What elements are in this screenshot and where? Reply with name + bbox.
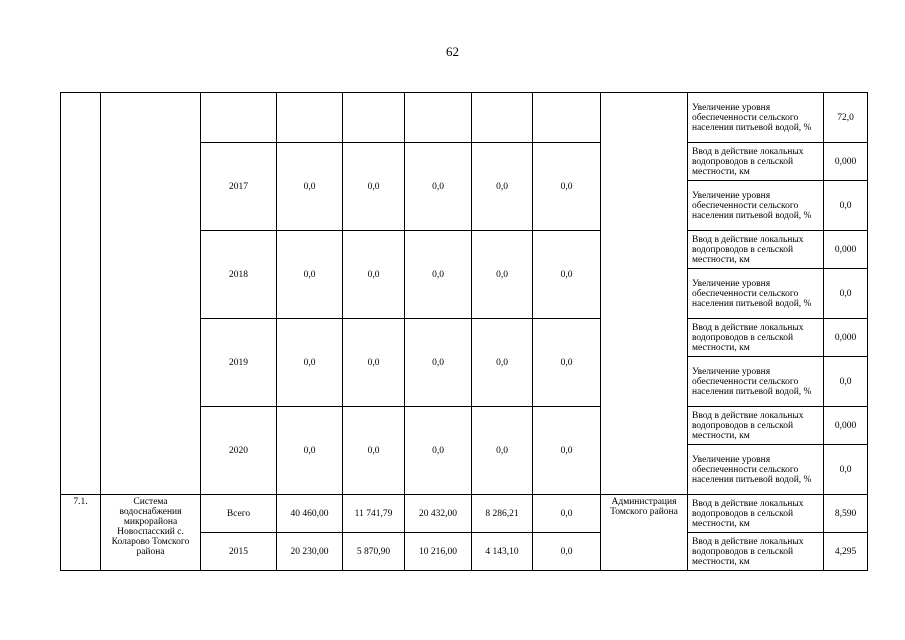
indicator-value: 0,0 <box>824 445 868 495</box>
value-cell: 0,0 <box>343 231 405 319</box>
indicator-name: Ввод в действие локальных водопроводов в сельской местности, км <box>688 319 824 357</box>
indicator-value: 0,000 <box>824 231 868 269</box>
indicator-name: Увеличение уровня обеспеченности сельского населения питьевой водой, % <box>688 269 824 319</box>
cell-empty <box>343 93 405 143</box>
value-cell: 0,0 <box>533 407 601 495</box>
period-cell: Всего <box>201 495 277 533</box>
cell-empty <box>405 93 472 143</box>
value-cell: 0,0 <box>405 319 472 407</box>
period-cell: 2015 <box>201 533 277 571</box>
cell-empty <box>533 93 601 143</box>
indicator-name: Ввод в действие локальных водопроводов в сельской местности, км <box>688 143 824 181</box>
indicator-value: 0,0 <box>824 357 868 407</box>
indicator-value: 0,0 <box>824 269 868 319</box>
value-cell: 0,0 <box>405 407 472 495</box>
indicator-value: 72,0 <box>824 93 868 143</box>
indicator-name: Увеличение уровня обеспеченности сельского населения питьевой водой, % <box>688 93 824 143</box>
indicator-name: Увеличение уровня обеспеченности сельского населения питьевой водой, % <box>688 357 824 407</box>
table-row-continuation <box>61 93 868 143</box>
indicator-name: Ввод в действие локальных водопроводов в сельской местности, км <box>688 533 824 571</box>
value-cell: 0,0 <box>343 143 405 231</box>
cell-empty <box>201 93 277 143</box>
value-cell: 0,0 <box>343 319 405 407</box>
value-cell: 0,0 <box>405 231 472 319</box>
value-cell: 0,0 <box>472 231 533 319</box>
value-cell: 0,0 <box>343 407 405 495</box>
value-cell: 20 432,00 <box>405 495 472 533</box>
value-cell: 0,0 <box>533 495 601 533</box>
value-cell: 40 460,00 <box>277 495 343 533</box>
program-table <box>60 92 868 571</box>
indicator-value: 4,295 <box>824 533 868 571</box>
cell-empty <box>472 93 533 143</box>
year-cell: 2018 <box>201 231 277 319</box>
value-cell: 4 143,10 <box>472 533 533 571</box>
indicator-value: 0,0 <box>824 181 868 231</box>
indicator-name: Увеличение уровня обеспеченности сельского населения питьевой водой, % <box>688 445 824 495</box>
value-cell: 11 741,79 <box>343 495 405 533</box>
value-cell: 0,0 <box>533 319 601 407</box>
indicator-name: Ввод в действие локальных водопроводов в сельской местности, км <box>688 495 824 533</box>
value-cell: 8 286,21 <box>472 495 533 533</box>
value-cell: 0,0 <box>472 319 533 407</box>
value-cell: 0,0 <box>533 143 601 231</box>
value-cell: 0,0 <box>533 231 601 319</box>
value-cell: 20 230,00 <box>277 533 343 571</box>
indicator-name: Увеличение уровня обеспеченности сельского населения питьевой водой, % <box>688 181 824 231</box>
value-cell: 0,0 <box>277 407 343 495</box>
value-cell: 0,0 <box>533 533 601 571</box>
value-cell: 5 870,90 <box>343 533 405 571</box>
cell-empty <box>277 93 343 143</box>
value-cell: 0,0 <box>277 319 343 407</box>
indicator-value: 0,000 <box>824 407 868 445</box>
executor-cell: Администрация Томского района <box>601 495 688 571</box>
value-cell: 0,0 <box>472 407 533 495</box>
value-cell: 10 216,00 <box>405 533 472 571</box>
value-cell: 0,0 <box>472 143 533 231</box>
item-name: Система водоснабжения микрорайона Новоспасский с. Коларово Томского района <box>101 495 201 571</box>
item-number: 7.1. <box>61 495 101 571</box>
table-row-item-total <box>61 495 868 533</box>
year-cell: 2020 <box>201 407 277 495</box>
value-cell: 0,0 <box>405 143 472 231</box>
year-cell: 2017 <box>201 143 277 231</box>
value-cell: 0,0 <box>277 231 343 319</box>
page-number: 62 <box>446 44 459 59</box>
indicator-value: 0,000 <box>824 143 868 181</box>
indicator-value: 8,590 <box>824 495 868 533</box>
indicator-name: Ввод в действие локальных водопроводов в сельской местности, км <box>688 231 824 269</box>
cell-empty-name <box>101 93 201 495</box>
year-cell: 2019 <box>201 319 277 407</box>
cell-empty-number <box>61 93 101 495</box>
cell-empty-executor <box>601 93 688 495</box>
indicator-name: Ввод в действие локальных водопроводов в сельской местности, км <box>688 407 824 445</box>
value-cell: 0,0 <box>277 143 343 231</box>
indicator-value: 0,000 <box>824 319 868 357</box>
